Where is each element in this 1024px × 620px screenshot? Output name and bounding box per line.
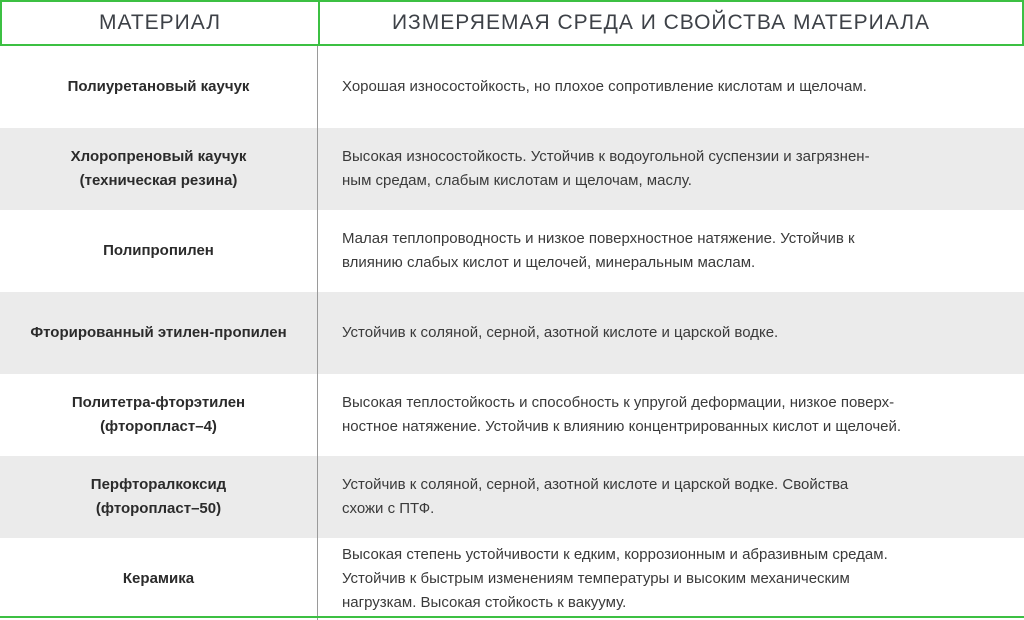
description-line: ностное натяжение. Устойчив к влиянию концентрированных кислот и щелочей.: [342, 418, 902, 435]
material-name: Фторированный этилен-пропилен: [30, 324, 287, 341]
table-row: [0, 374, 1024, 456]
description-line: Высокая теплостойкость и способность к упругой деформации, низкое поверх-: [342, 394, 895, 411]
material-name: Хлоропреновый каучук: [70, 148, 247, 165]
material-name-note: (техническая резина): [79, 172, 238, 189]
material-cell: [0, 456, 318, 538]
table-header: [0, 0, 1024, 46]
description-cell: [318, 456, 1024, 538]
header-material: МАТЕРИАЛ: [2, 2, 320, 44]
description-line: Малая теплопроводность и низкое поверхностное натяжение. Устойчив к: [342, 230, 855, 247]
description-line: схожи с ПТФ.: [342, 500, 435, 517]
material-name: Политетра-фторэтилен: [71, 394, 246, 411]
material-name: Керамика: [122, 570, 195, 587]
description-line: нагрузкам. Высокая стойкость к вакууму.: [342, 594, 627, 611]
material-cell: [0, 210, 318, 292]
description-cell: [318, 128, 1024, 210]
description-line: Хорошая износостойкость, но плохое сопротивление кислотам и щелочам.: [342, 78, 867, 95]
material-cell: [0, 538, 318, 620]
description-line: Высокая износостойкость. Устойчив к водоугольной суспензии и загрязнен-: [342, 148, 870, 165]
material-name: Полиуретановый каучук: [67, 78, 250, 95]
table-row: [0, 292, 1024, 374]
description-cell: [318, 210, 1024, 292]
material-name-note: (фторопласт–4): [100, 418, 217, 435]
description-cell: [318, 374, 1024, 456]
material-name: Полипропилен: [103, 242, 214, 259]
description-line: Устойчив к соляной, серной, азотной кислоте и царской водке. Свойства: [342, 476, 849, 493]
table-body: [0, 46, 1024, 620]
material-cell: [0, 46, 318, 128]
material-cell: [0, 292, 318, 374]
description-line: ным средам, слабым кислотам и щелочам, маслу.: [342, 172, 692, 189]
table-row: [0, 128, 1024, 210]
material-cell: [0, 128, 318, 210]
description-line: Устойчив к быстрым изменениям температуры и высоким механическим: [342, 570, 850, 587]
material-cell: [0, 374, 318, 456]
description-line: влиянию слабых кислот и щелочей, минеральным маслам.: [342, 254, 756, 271]
material-name: Перфторалкоксид: [90, 476, 227, 493]
material-name-note: (фторопласт–50): [95, 500, 222, 517]
table-row: [0, 538, 1024, 620]
table-row: [0, 210, 1024, 292]
table-row: [0, 456, 1024, 538]
description-cell: [318, 538, 1024, 620]
table-row: [0, 46, 1024, 128]
header-properties: ИЗМЕРЯЕМАЯ СРЕДА И СВОЙСТВА МАТЕРИАЛА: [391, 11, 931, 34]
description-line: Устойчив к соляной, серной, азотной кислоте и царской водке.: [342, 324, 779, 341]
description-cell: [318, 292, 1024, 374]
bottom-divider: [0, 616, 1024, 618]
description-cell: [318, 46, 1024, 128]
description-line: Высокая степень устойчивости к едким, коррозионным и абразивным средам.: [342, 546, 888, 563]
